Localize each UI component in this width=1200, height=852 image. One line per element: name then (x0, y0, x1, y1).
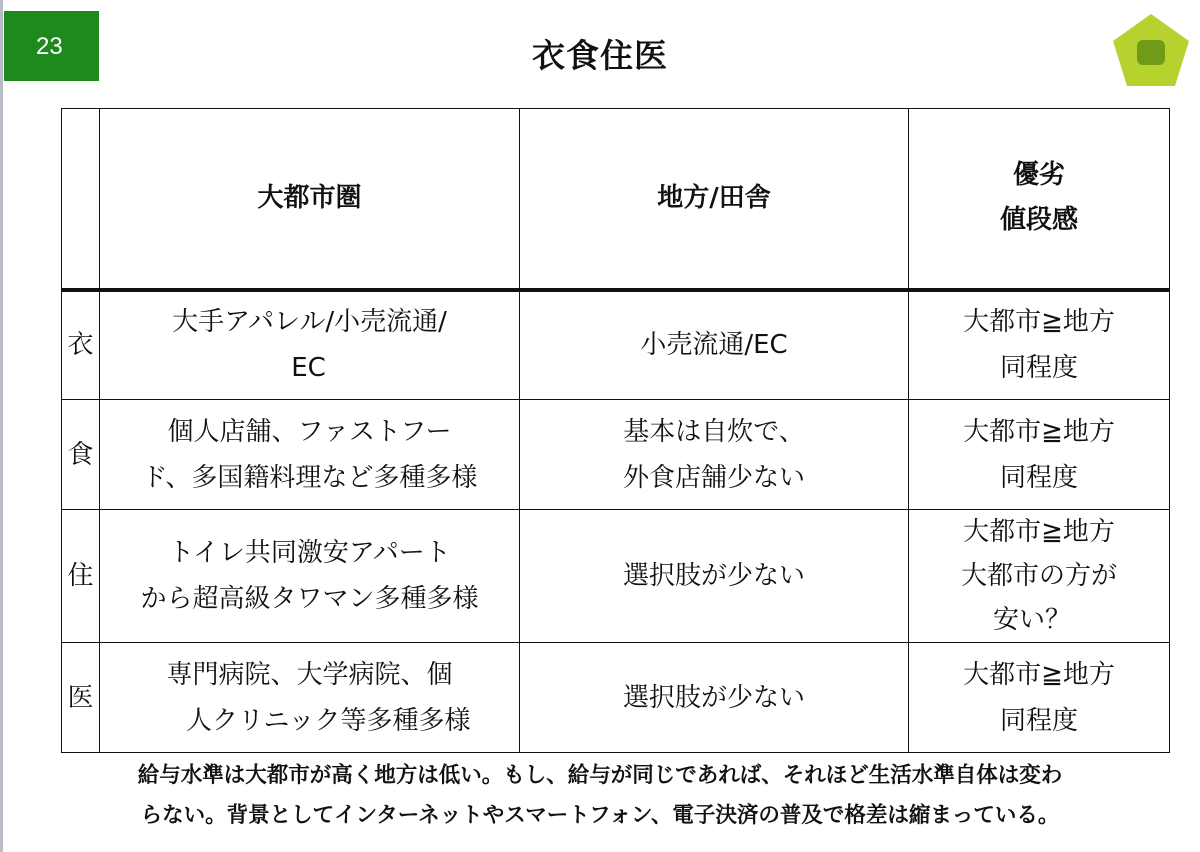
row-category: 食 (62, 400, 100, 510)
rating-line: 同程度 (999, 462, 1078, 493)
table-row (62, 643, 1170, 753)
rating-cell (909, 510, 1170, 643)
header-rating-line-2: 値段感 (999, 205, 1078, 236)
header-metro: 大都市圏 (100, 109, 520, 290)
rating-line: 同程度 (999, 705, 1078, 736)
rating-line: 大都市≧地方 (963, 517, 1115, 547)
rural-line: 基本は自炊で、 (623, 416, 805, 447)
metro-cell (100, 643, 520, 753)
rating-line: 大都市の方が (960, 561, 1117, 591)
comparison-table (61, 108, 1170, 753)
rural-cell (520, 400, 909, 510)
rural-line: 小売流通/EC (640, 330, 788, 361)
rural-cell (520, 643, 909, 753)
rating-cell (909, 400, 1170, 510)
metro-cell (100, 510, 520, 643)
rating-cell (909, 290, 1170, 400)
row-category: 医 (62, 643, 100, 753)
table-row (62, 290, 1170, 400)
rating-cell (909, 643, 1170, 753)
page-number: 23 (36, 33, 63, 60)
summary-line: らない。背景としてインターネットやスマートフォン、電子決済の普及で格差は縮まっている。 (140, 803, 1060, 828)
summary-line: 給与水準は大都市が高く地方は低い。もし、給与が同じであれば、それほど生活水準自体は変わ (137, 763, 1063, 788)
left-edge-rule (0, 0, 3, 852)
rural-line: 選択肢が少ない (622, 561, 805, 591)
metro-line: 専門病院、大学病院、個 (166, 659, 453, 690)
page-title: 衣食住医 (532, 36, 668, 75)
metro-line: から超高級タワマン多種多様 (140, 584, 479, 614)
rural-cell (520, 510, 909, 643)
pentagon-logo-icon (1111, 12, 1191, 88)
header-rating-line-1: 優劣 (1012, 160, 1065, 191)
row-category: 住 (62, 510, 100, 643)
metro-cell (100, 290, 520, 400)
rating-line: 大都市≧地方 (963, 416, 1115, 447)
table-row (62, 400, 1170, 510)
rural-line: 外食店舗少ない (622, 462, 805, 493)
table-row (62, 510, 1170, 643)
metro-line: トイレ共同激安アパート (168, 538, 451, 568)
rating-line: 大都市≧地方 (963, 307, 1115, 338)
summary-note (0, 756, 1200, 836)
header-rating (909, 109, 1170, 290)
rating-line: 大都市≧地方 (963, 659, 1115, 690)
rating-line: 同程度 (999, 353, 1078, 384)
rural-line: 選択肢が少ない (622, 682, 805, 713)
table-header-row (62, 109, 1170, 290)
header-category (62, 109, 100, 290)
metro-line: 大手アパレル/小売流通/ (172, 307, 447, 338)
metro-line: 個人店舗、ファストフー (167, 416, 452, 447)
row-category: 衣 (62, 290, 100, 400)
metro-line: ド、多国籍料理など多種多様 (141, 462, 478, 493)
metro-cell (100, 400, 520, 510)
header-rural: 地方/田舎 (520, 109, 909, 290)
rating-line: 安い？ (993, 605, 1072, 635)
metro-line: 人クリニック等多種多様 (186, 705, 471, 736)
rural-cell (520, 290, 909, 400)
metro-line: EC (291, 353, 326, 384)
